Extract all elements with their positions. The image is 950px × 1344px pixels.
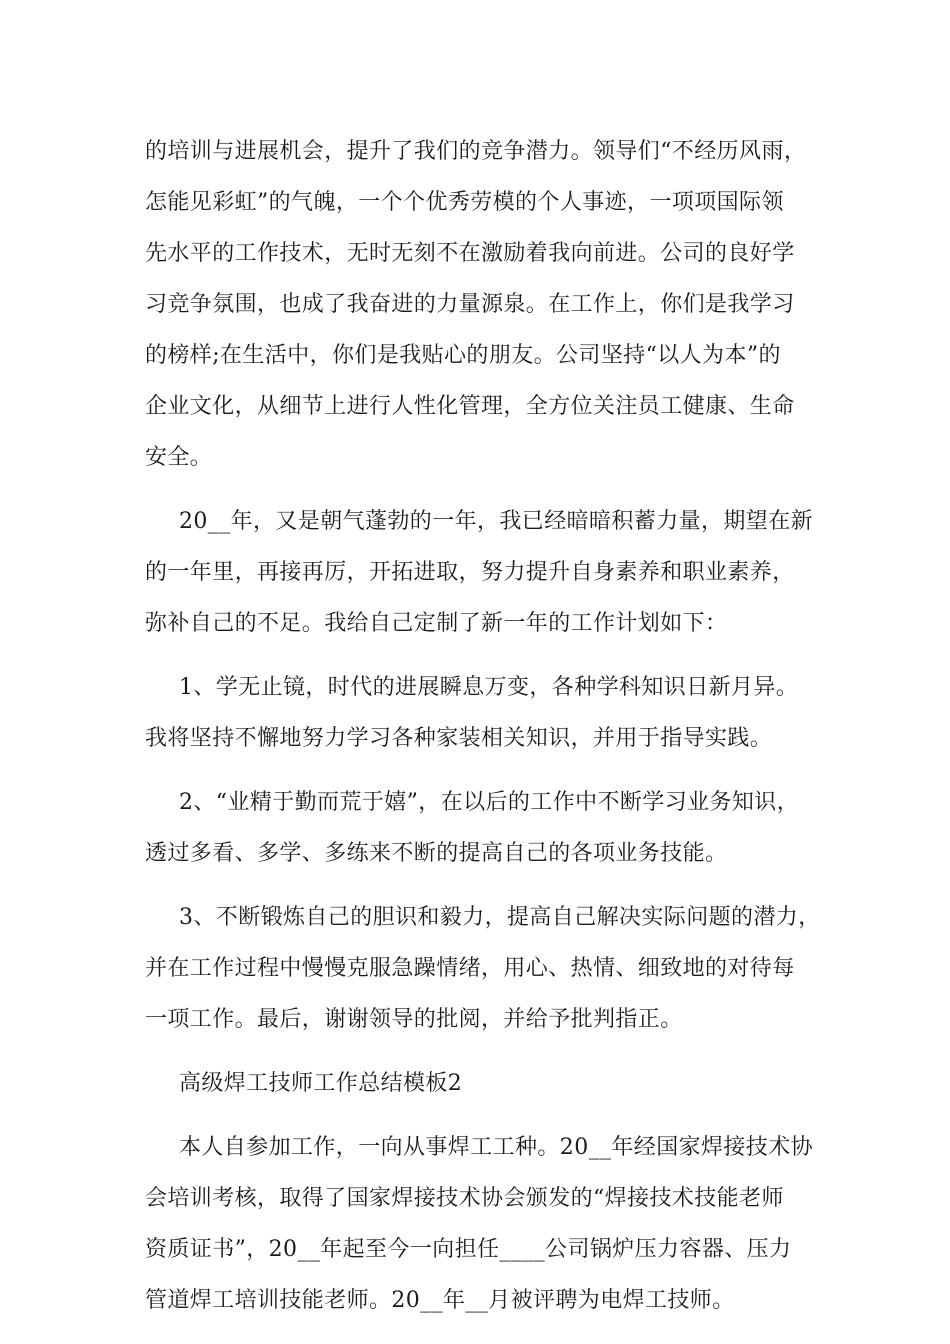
text-line: 20__年，又是朝气蓬勃的一年，我已经暗暗积蓄力量，期望在新 (179, 509, 813, 534)
paragraph-company-culture (145, 126, 810, 483)
text-line: 先水平的工作技术，无时无刻不在激励着我向前进。公司的良好学 (145, 241, 795, 266)
text-line: 2、“业精于勤而荒于嬉”，在以后的工作中不断学习业务知识， (179, 790, 800, 815)
text-line: 企业文化，从细节上进行人性化管理，全方位关注员工健康、生命 (145, 394, 795, 419)
document-body (145, 126, 821, 1339)
paragraph-new-year-plan (145, 496, 813, 649)
text-line: 的榜样;在生活中，你们是我贴心的朋友。公司坚持“以人为本”的 (145, 343, 781, 368)
paragraph-work-history (145, 1122, 813, 1326)
section-heading-text: 高级焊工技师工作总结模板2 (179, 1071, 463, 1096)
text-line: 我将坚持不懈地努力学习各种家装相关知识，并用于指导实践。 (145, 726, 773, 751)
text-line: 一项工作。最后，谢谢领导的批阅，并给予批判指正。 (145, 1007, 683, 1032)
text-line: 安全。 (145, 445, 213, 470)
text-line: 本人自参加工作，一向从事焊工工种。20__年经国家焊接技术协 (179, 1135, 813, 1160)
text-line: 习竞争氛围，也成了我奋进的力量源泉。在工作上，你们是我学习 (145, 292, 795, 317)
paragraph-plan-item-1 (145, 662, 810, 764)
text-line: 会培训考核，取得了国家焊接技术协会颁发的“焊接技术技能老师 (145, 1186, 784, 1211)
section-heading (145, 1058, 810, 1109)
text-line: 的一年里，再接再厉，开拓进取，努力提升自身素养和职业素养， (145, 560, 795, 585)
text-line: 3、不断锻炼自己的胆识和毅力，提高自己解决实际问题的潜力， (179, 905, 821, 930)
text-line: 管道焊工培训技能老师。20__年__月被评聘为电焊工技师。 (145, 1288, 735, 1313)
text-line: 1、学无止镜，时代的进展瞬息万变，各种学科知识日新月异。 (179, 675, 799, 700)
text-line: 怎能见彩虹”的气魄，一个个优秀劳模的个人事迹，一项项国际领 (145, 190, 784, 215)
text-line: 的培训与进展机会，提升了我们的竞争潜力。领导们“不经历风雨， (145, 139, 807, 164)
text-line: 弥补自己的不足。我给自己定制了新一年的工作计划如下： (145, 611, 728, 636)
text-line: 资质证书”，20__年起至今一向担任____公司锅炉压力容器、压力 (145, 1237, 792, 1262)
text-line: 透过多看、多学、多练来不断的提高自己的各项业务技能。 (145, 841, 728, 866)
paragraph-plan-item-3 (145, 892, 821, 1045)
paragraph-plan-item-2 (145, 777, 810, 879)
text-line: 并在工作过程中慢慢克服急躁情绪，用心、热情、细致地的对待每 (145, 956, 795, 981)
